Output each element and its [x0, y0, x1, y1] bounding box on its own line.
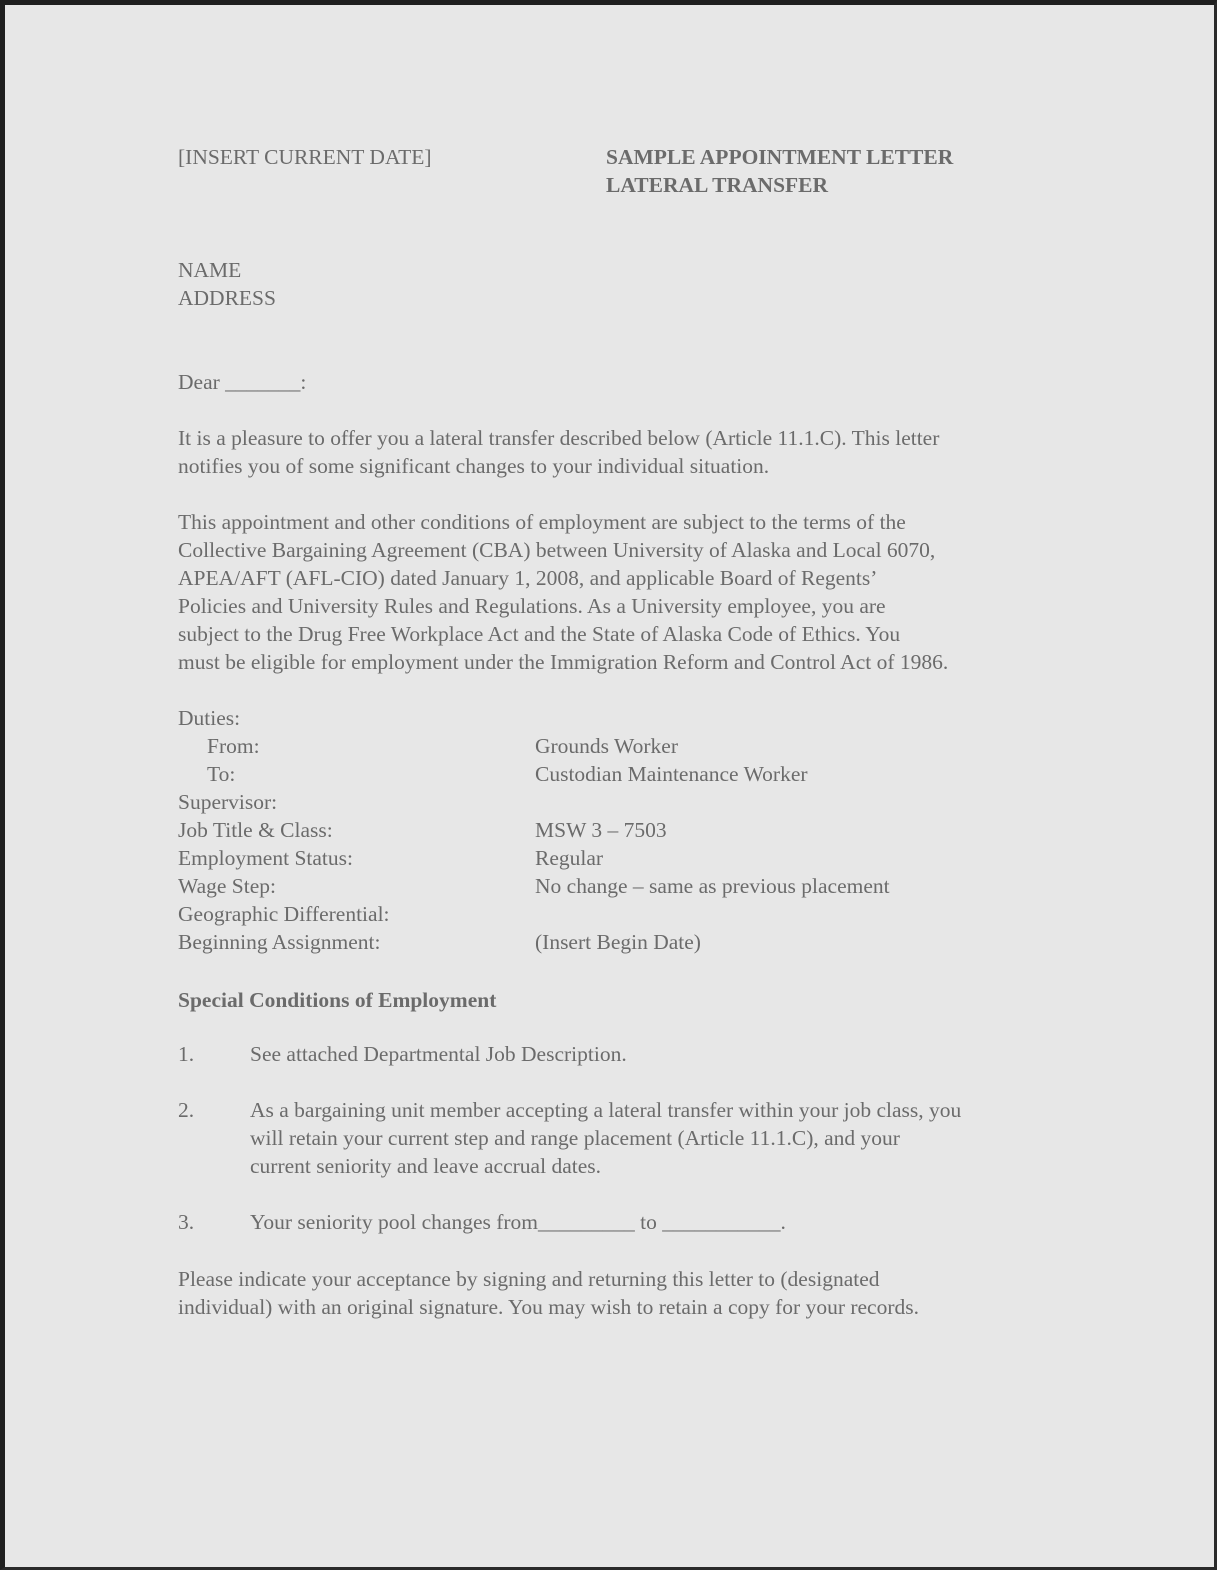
detail-value: No change – same as previous placement — [535, 874, 890, 898]
item-number: 2. — [178, 1098, 195, 1122]
recipient-address: ADDRESS — [178, 286, 276, 310]
detail-label: Supervisor: — [178, 790, 278, 814]
item-line: current seniority and leave accrual dates. — [250, 1154, 601, 1178]
detail-label: To: — [207, 762, 236, 786]
para1-line: notifies you of some significant changes to your individual situation. — [178, 454, 770, 478]
para1-line: It is a pleasure to offer you a lateral transfer described below (Article 11.1.C). This letter — [178, 426, 940, 450]
detail-label: Beginning Assignment: — [178, 930, 381, 954]
letter-title: SAMPLE APPOINTMENT LETTER — [606, 145, 954, 169]
para2-line: This appointment and other conditions of employment are subject to the terms of the — [178, 510, 906, 534]
letter-subtitle: LATERAL TRANSFER — [606, 173, 829, 197]
detail-label: Geographic Differential: — [178, 902, 390, 926]
para2-line: must be eligible for employment under the Immigration Reform and Control Act of 1986. — [178, 650, 949, 674]
detail-value: MSW 3 – 7503 — [535, 818, 667, 842]
item-line: See attached Departmental Job Description. — [250, 1042, 627, 1066]
item-line: Your seniority pool changes from_________ to ___________. — [250, 1210, 786, 1234]
para2-line: Collective Bargaining Agreement (CBA) between University of Alaska and Local 6070, — [178, 538, 936, 562]
detail-value: (Insert Begin Date) — [535, 930, 701, 954]
detail-label: Job Title & Class: — [178, 818, 333, 842]
special-conditions-heading: Special Conditions of Employment — [178, 988, 497, 1012]
para2-line: subject to the Drug Free Workplace Act and the State of Alaska Code of Ethics. You — [178, 622, 901, 646]
salutation: Dear _______: — [178, 370, 307, 394]
detail-value: Grounds Worker — [535, 734, 678, 758]
detail-value: Regular — [535, 846, 604, 870]
detail-label: Wage Step: — [178, 874, 276, 898]
detail-label: From: — [207, 734, 260, 758]
item-number: 3. — [178, 1210, 195, 1234]
closing-line: Please indicate your acceptance by signing and returning this letter to (designated — [178, 1267, 880, 1291]
recipient-name: NAME — [178, 258, 242, 282]
para2-line: Policies and University Rules and Regulations. As a University employee, you are — [178, 594, 886, 618]
detail-label: Duties: — [178, 706, 241, 730]
item-line: As a bargaining unit member accepting a lateral transfer within your job class, you — [250, 1098, 962, 1122]
para2-line: APEA/AFT (AFL-CIO) dated January 1, 2008, and applicable Board of Regents’ — [178, 566, 878, 590]
item-number: 1. — [178, 1042, 195, 1066]
closing-line: individual) with an original signature. You may wish to retain a copy for your records. — [178, 1295, 920, 1319]
date-placeholder: [INSERT CURRENT DATE] — [178, 145, 432, 169]
item-line: will retain your current step and range placement (Article 11.1.C), and your — [250, 1126, 900, 1150]
detail-label: Employment Status: — [178, 846, 353, 870]
detail-value: Custodian Maintenance Worker — [535, 762, 808, 786]
